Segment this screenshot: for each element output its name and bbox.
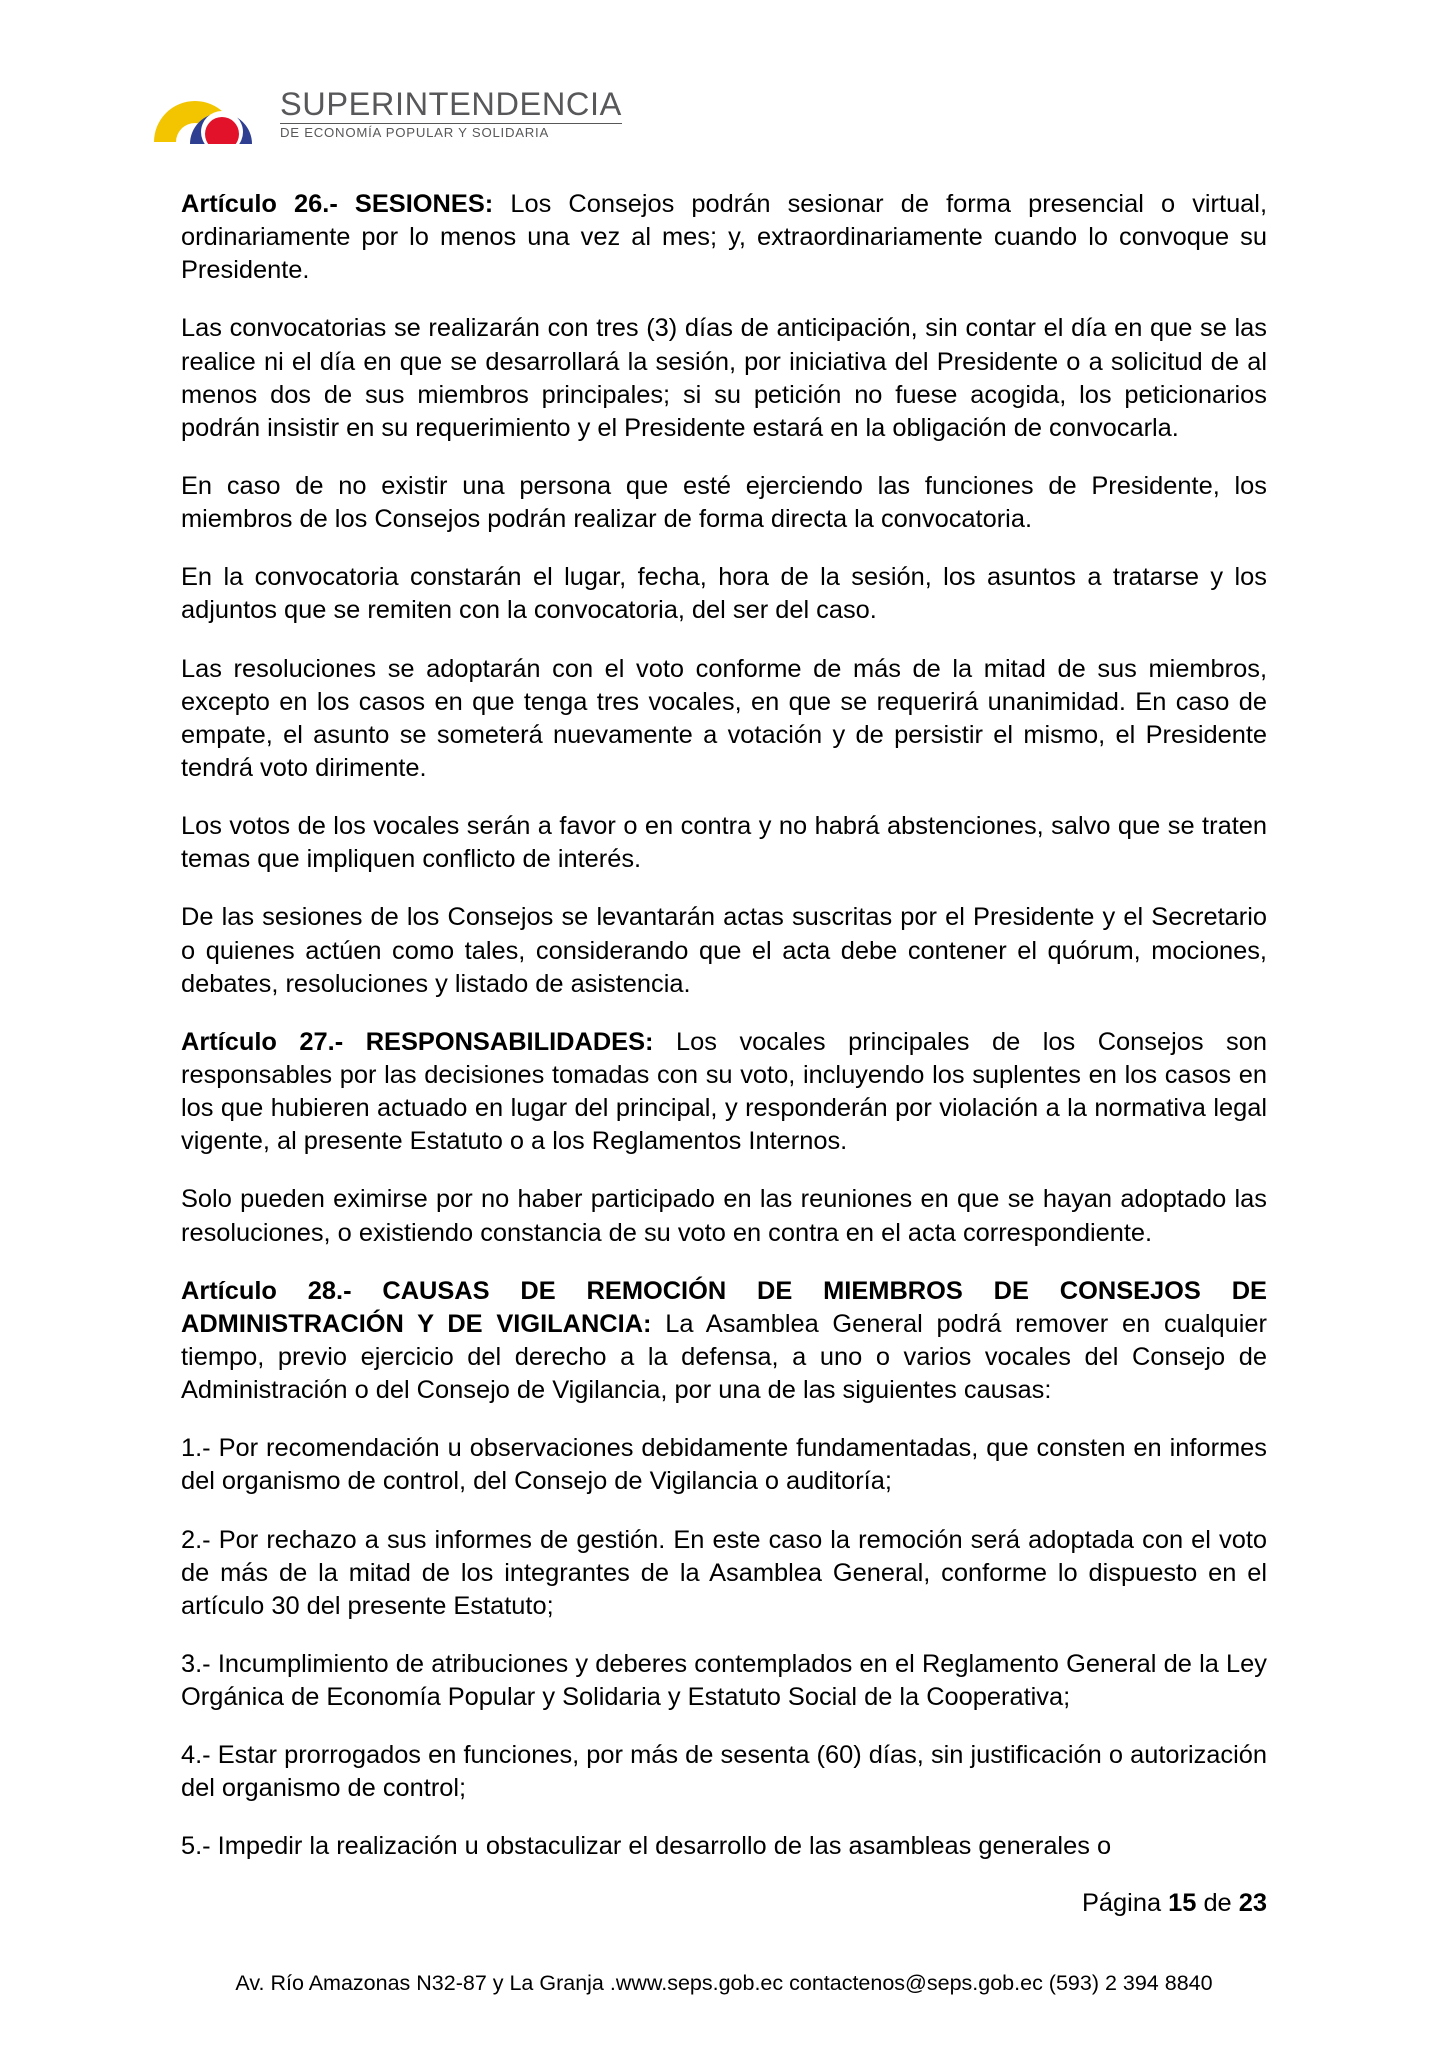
- paragraph-articulo-28: [181, 1275, 1267, 1408]
- articulo-27-text: Los vocales principales de los Consejos son responsables por las decisiones tomadas con su voto, incluyendo los suplentes en los casos en los que hubieren actuado en lugar del principal, y responderán por violación a la normativa legal vigente, al presente Estatuto o a los Reglamentos Internos.: [181, 1027, 1267, 1156]
- paragraph-resoluciones: Las resoluciones se adoptarán con el voto conforme de más de la mitad de sus miembros, excepto en los casos en que tenga tres vocales, en que se requerirá unanimidad. En caso de empate, el asunto se someterá nuevamente a votación y de persistir el mismo, el Presidente tendrá voto dirimente.: [181, 654, 1267, 782]
- articulo-28-text: La Asamblea General podrá remover en cualquier tiempo, previo ejercicio del derecho a la defensa, a uno o varios vocales del Consejo de Administración o del Consejo de Vigilancia, por una de las siguientes causas:: [181, 1309, 1267, 1405]
- footer-contact-info: Av. Río Amazonas N32-87 y La Granja .www.seps.gob.ec contactenos@seps.gob.ec (593) 2 394 8840: [235, 1971, 1213, 1995]
- list-item: 1.- Por recomendación u observaciones debidamente fundamentadas, que consten en informes del organismo de control, del Consejo de Vigilancia o auditoría;: [181, 1434, 1267, 1496]
- page-number-label: Página: [1082, 1889, 1162, 1917]
- paragraph-no-existir-presidente: En caso de no existir una persona que esté ejerciendo las funciones de Presidente, los miembros de los Consejos podrán realizar de forma directa la convocatoria.: [181, 471, 1267, 534]
- paragraph-convocatorias: Las convocatorias se realizarán con tres (3) días de anticipación, sin contar el día en que se las realice ni el día en que se desarrollará la sesión, por iniciativa del Presidente o a solicitud de al menos dos de sus miembros principales; si su petición no fuese acogida, los peticionarios podrán insistir en su requerimiento y el Presidente estará en la obligación de convocarla.: [181, 314, 1267, 442]
- paragraph-articulo-26: [181, 188, 1267, 287]
- list-item: 4.- Estar prorrogados en funciones, por más de sesenta (60) días, sin justificación o autorización del organismo de control;: [181, 1741, 1267, 1803]
- paragraph-eximirse: Solo pueden eximirse por no haber participado en las reuniones en que se hayan adoptado las resoluciones, o existiendo constancia de su voto en contra en el acta correspondiente.: [181, 1185, 1267, 1247]
- list-item: 5.- Impedir la realización u obstaculizar el desarrollo de las asambleas generales o: [181, 1832, 1112, 1861]
- articulo-26-text: Los Consejos podrán sesionar de forma presencial o virtual, ordinariamente por lo menos una vez al mes; y, extraordinariamente cuando lo convoque su Presidente.: [181, 190, 1268, 285]
- paragraph-votos: Los votos de los vocales serán a favor o en contra y no habrá abstenciones, salvo que se traten temas que impliquen conflicto de interés.: [181, 812, 1267, 874]
- logo-wordmark: [280, 85, 622, 145]
- paragraph-articulo-27: [181, 1026, 1267, 1159]
- logo-divider: [280, 123, 622, 125]
- document-header: [152, 52, 622, 144]
- articulo-26-heading: Artículo 26.- SESIONES:: [181, 190, 494, 218]
- document-body: [181, 188, 1267, 1864]
- logo-subtitle: DE ECONOMÍA POPULAR Y SOLIDARIA: [280, 125, 550, 141]
- page-number-of: de: [1203, 1889, 1232, 1917]
- list-item: 2.- Por rechazo a sus informes de gestión. En este caso la remoción será adoptada con el voto de más de la mitad de los integrantes de la Asamblea General, conforme lo dispuesto en el artículo 30 del presente Estatuto;: [181, 1525, 1267, 1620]
- page-number-total: 23: [1238, 1889, 1267, 1917]
- paragraph-convocatoria-contenido: En la convocatoria constarán el lugar, fecha, hora de la sesión, los asuntos a tratarse y los adjuntos que se remiten con la convocatoria, del ser del caso.: [181, 563, 1267, 625]
- articulo-28-heading: Artículo 28.- CAUSAS DE REMOCIÓN DE MIEMBROS DE CONSEJOS DE ADMINISTRACIÓN Y DE VIGILANCIA:: [181, 1276, 1267, 1338]
- page-number-current: 15: [1168, 1889, 1197, 1917]
- logo-title: SUPERINTENDENCIA: [280, 85, 622, 122]
- paragraph-actas: De las sesiones de los Consejos se levantarán actas suscritas por el Presidente y el Secretario o quienes actúen como tales, considerando que el acta debe contener el quórum, mociones, debates, resoluciones y listado de asistencia.: [181, 903, 1267, 998]
- articulo-27-heading: Artículo 27.- RESPONSABILIDADES:: [181, 1027, 654, 1056]
- page-number: [181, 1888, 1267, 1918]
- list-item: 3.- Incumplimiento de atribuciones y deberes contemplados en el Reglamento General de la Ley Orgánica de Economía Popular y Solidaria y Estatuto Social de la Cooperativa;: [181, 1649, 1267, 1712]
- seps-logo-icon: [152, 54, 270, 144]
